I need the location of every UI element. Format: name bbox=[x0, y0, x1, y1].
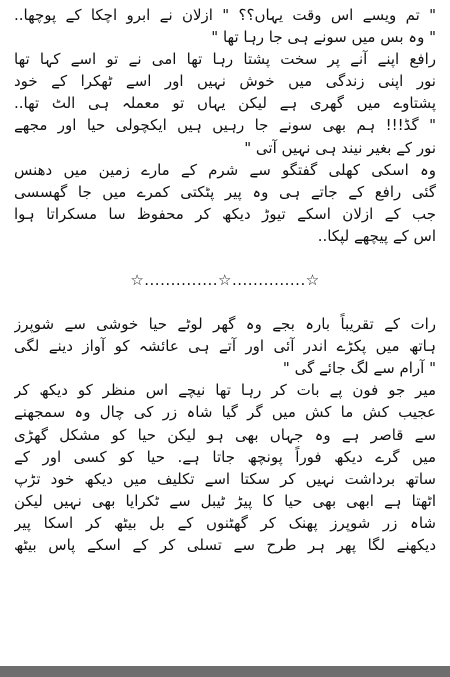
spacer bbox=[14, 247, 436, 269]
spacer bbox=[14, 291, 436, 313]
text-line: نور اپنی زندگی میں خوش نہیں اور اسے ٹھکرا کے خود bbox=[14, 72, 436, 91]
paragraph-narrative bbox=[14, 313, 436, 556]
text-line: میر جو فون پے بات کر رہا تھا نیچے اس منظر کو دیکھ کر bbox=[14, 381, 436, 400]
text-line: اس کے پیچھے لپکا.. bbox=[317, 226, 436, 245]
text-line: رافع اپنے آنے پر سخت پشتا رہا تھا امی نے تو اسے کہا تھا bbox=[14, 50, 436, 69]
text-line: ساتھ برداشت نہیں کر سکتا اسے تکلیف میں دیکھ خود تڑپ bbox=[14, 469, 436, 488]
text-line: عجیب کش ما کش میں گر گیا شاہ زر کی چال وہ سمجھنے bbox=[14, 403, 436, 422]
text-line: گئی رافع کے جاتے ہی وہ پیر پٹکتی کمرے میں جا گھسسی bbox=[14, 182, 436, 201]
text-line: نور کے بغیر نیند ہی نہیں آتی " bbox=[244, 138, 436, 157]
text-line: وہ اسکی کھلی گفتگو سے شرم کے مارے زمین میں دھنس bbox=[14, 160, 436, 179]
text-line: " وہ بس میں سونے ہی جا رہا تھا " bbox=[211, 28, 436, 47]
text-line: " تم ویسے اس وقت یہاں؟؟ " ازلان نے ابرو اچکا کے پوچھا.. bbox=[14, 6, 436, 24]
text-line: دیکھنے لگا پھر ہر طرح سے تسلی کر کے اسکے پاس بیٹھ bbox=[14, 535, 436, 554]
text-line: جب کے ازلان اسکے تیوڑ دیکھ کر محفوظ سا مسکراتا ہوا bbox=[14, 204, 436, 223]
text-line: ہاتھ میں پکڑے اندر آئی اور آتے ہی عائشہ کو آواز دینے لگی bbox=[14, 337, 436, 356]
scene-separator: ☆..............☆..............☆ bbox=[130, 271, 320, 290]
bottom-bar bbox=[0, 666, 450, 677]
text-line: میں گرے دیکھ فوراً پونچھ جاتا ہے. حیا کو کسی اور کے bbox=[14, 447, 436, 466]
text-line: " گڈ!!! ہم بھی سونے جا رہیں ہیں ایکچولی حیا اور مجھے bbox=[14, 116, 436, 135]
text-line: رات کے تقریباً بارہ بجے وہ گھر لوٹے حیا خوشی سے شوپرز bbox=[14, 315, 436, 334]
text-line: " آرام سے لگ جائے گی " bbox=[282, 359, 436, 378]
text-line: پشتاوے میں گھری ہے لیکن یہاں تو معملہ ہی الٹ تھا.. bbox=[14, 94, 436, 113]
paragraph-dialogue bbox=[14, 4, 436, 247]
text-line: شاہ زر شوپرز پھنک کر گھٹنوں کے بل بیٹھ کر اسکا پیر bbox=[14, 513, 436, 532]
text-line: سے قاصر ہے وہ جہاں بھی ہو لیکن حیا کو مشکل گھڑی bbox=[14, 425, 436, 444]
text-line: اٹھتا ہے ابھی بھی حیا کا پیڑ ٹیبل سے ٹکرایا بھی نہیں لیکن bbox=[14, 491, 436, 510]
